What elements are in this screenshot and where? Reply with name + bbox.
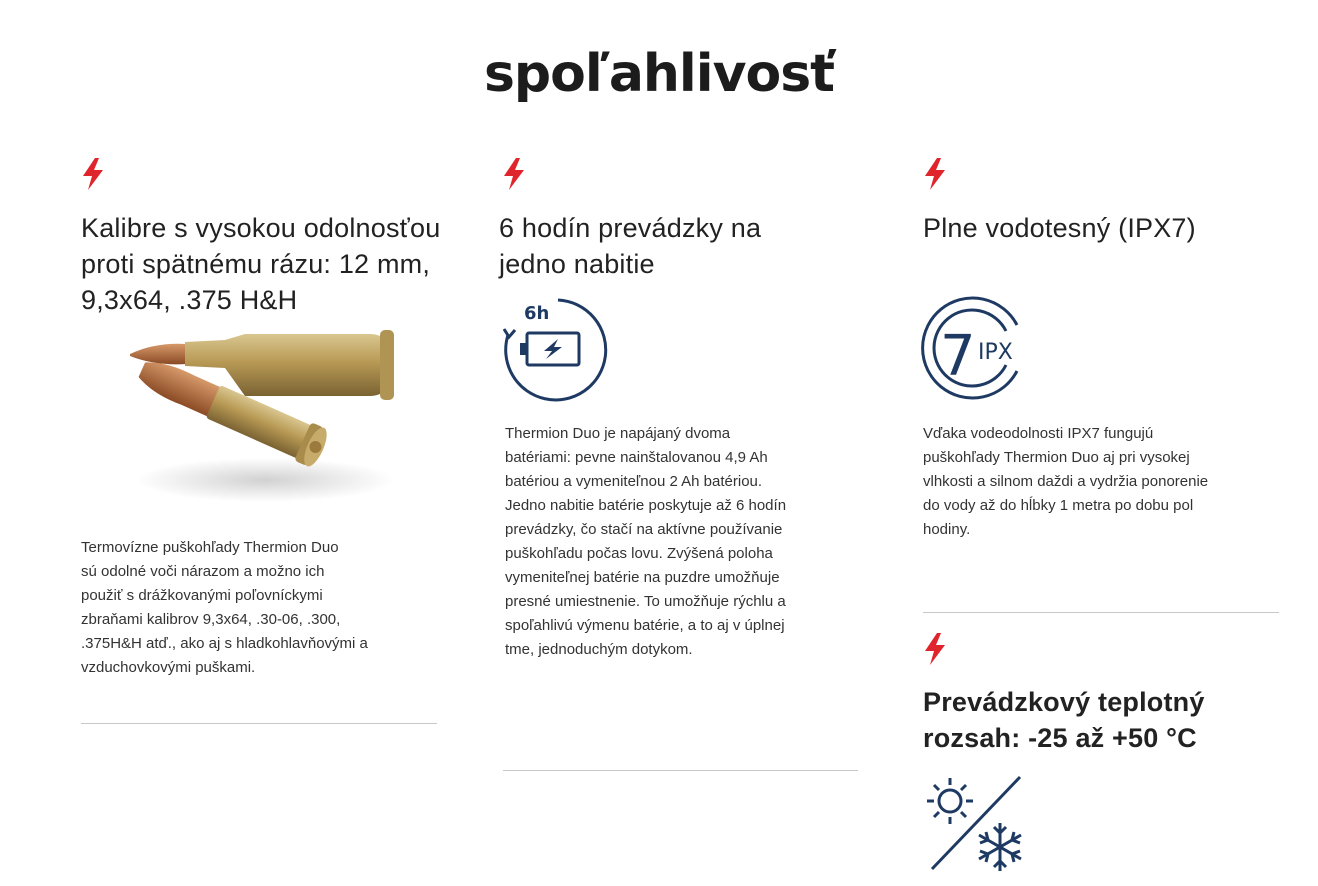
- feature-heading: Kalibre s vysokou odolnosťou proti spätnému rázu: 12 mm, 9,3x64, .375 H&H: [81, 213, 441, 315]
- feature-description: Termovízne puškohľady Thermion Duo sú odolné voči nárazom a možno ich použiť s drážkovanými poľovníckymi zbraňami kalibrov 9,3x64, .30-06, .300, .375H&H atď., ako aj s hladkohlavňovými a vzduchovkovými puškami.: [81, 539, 368, 676]
- feature-heading: 6 hodín prevádzky na jedno nabitie: [499, 213, 762, 279]
- lightning-icon: [80, 157, 106, 191]
- sun-snowflake-icon: [920, 773, 1028, 877]
- ipx-number: 7: [940, 324, 976, 389]
- divider: [81, 723, 437, 724]
- battery-time-label: 6h: [524, 303, 550, 324]
- feature-description: Vďaka vodeodolnosti IPX7 fungujú puškohľady Thermion Duo aj pri vysokej vlhkosti a silnom daždi a vydržia ponorenie do vody až do hĺbky 1 metra po dobu pol hodiny.: [923, 425, 1209, 538]
- lightning-icon: [922, 632, 948, 666]
- page-title: spoľahlivosť: [483, 44, 835, 104]
- feature-description: Thermion Duo je napájaný dvoma batériami: pevne nainštalovanou 4,9 Ah batériou a vymeniteľnou 2 Ah batériou. Jedno nabitie batérie poskytuje až 6 hodín prevádzky, čo stačí na aktívne používanie puškohľadu počas lovu. Zvýšená poloha vymeniteľnej batérie na puzdre umožňuje presné umiestnenie. To umožňuje rýchlu a spoľahlivú výmenu batérie, a to aj v úplnej tme, jednoduchým dotykom.: [505, 425, 787, 658]
- battery-6h-icon: [500, 295, 610, 403]
- feature-heading: Plne vodotesný (IPX7): [923, 213, 1196, 243]
- divider: [503, 770, 858, 771]
- divider: [923, 612, 1279, 613]
- ipx7-icon: [920, 295, 1026, 401]
- feature-heading: Prevádzkový teplotný rozsah: -25 až +50 °C: [923, 687, 1205, 753]
- rifle-cartridges-image: [125, 330, 405, 510]
- lightning-icon: [922, 157, 948, 191]
- ipx-label: IPX: [978, 340, 1013, 365]
- lightning-icon: [501, 157, 527, 191]
